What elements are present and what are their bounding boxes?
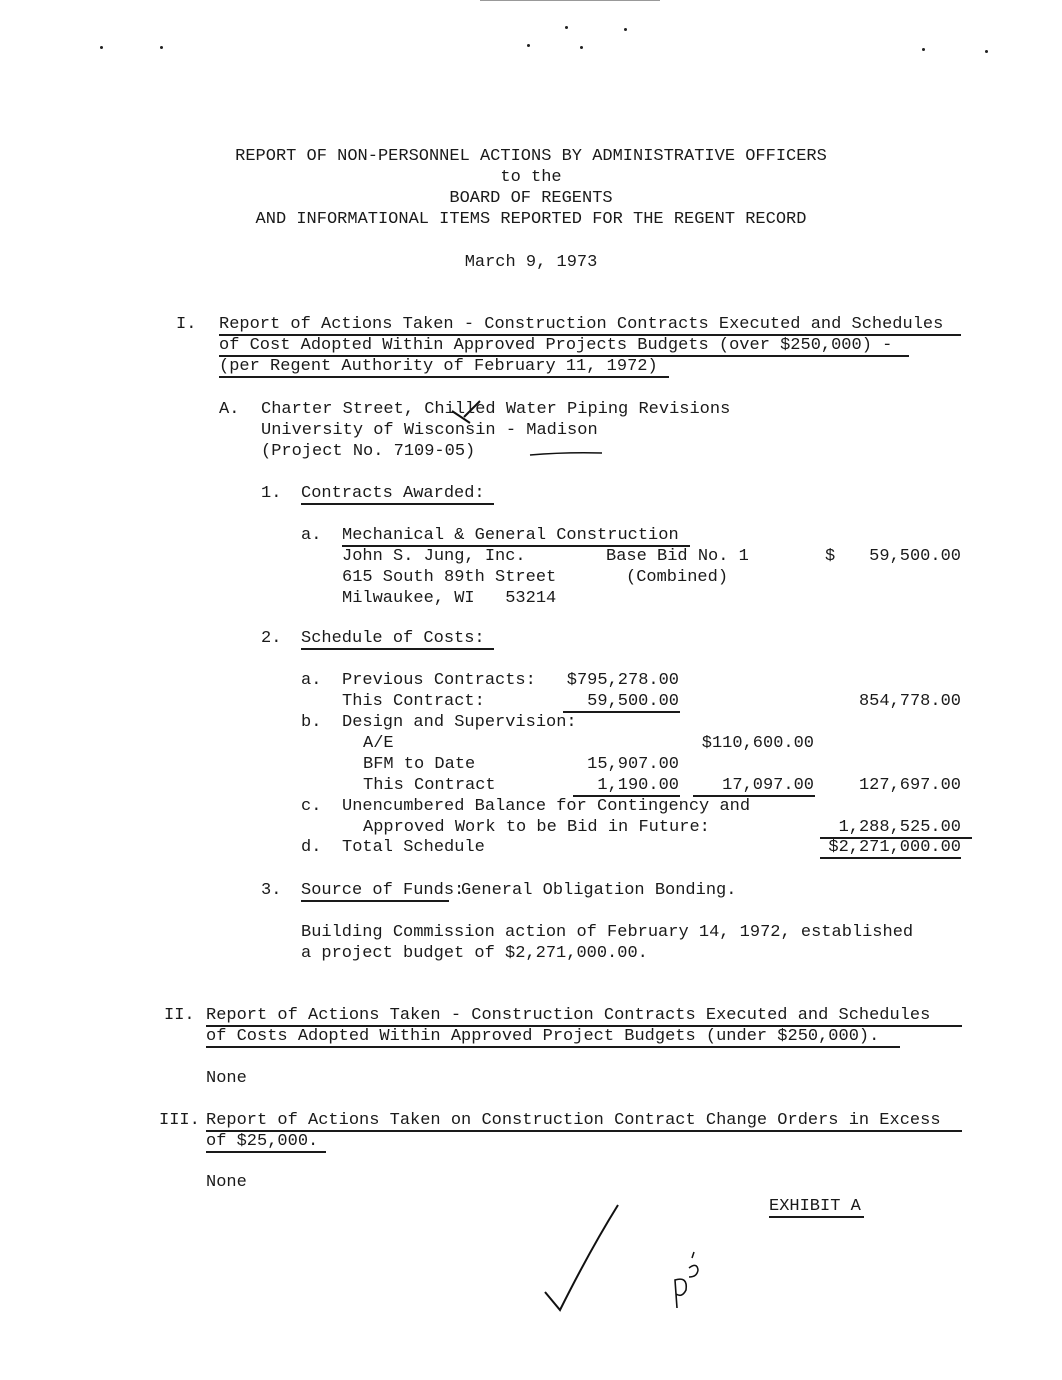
section-2-numeral: II. [164,1006,195,1025]
report-title-board: BOARD OF REGENTS [449,189,613,208]
report-date: March 9, 1973 [464,253,598,272]
funds-text: General Obligation Bonding. [461,881,737,900]
schedule-heading: Schedule of Costs: [301,629,485,648]
section-1-heading-line3: (per Regent Authority of February 11, 1972) [219,357,658,376]
section-3-body: None [206,1173,247,1192]
exhibit-label: EXHIBIT A [769,1197,861,1216]
design-sum: 17,097.00 [722,776,814,795]
bid-line1: Base Bid No. 1 [606,547,749,566]
section-1-heading-line2: of Cost Adopted Within Approved Projects Budgets (over $250,000) - [219,336,893,355]
contracts-a-heading: Mechanical & General Construction [342,526,679,545]
contractor-city: Milwaukee, WI 53214 [342,589,557,608]
schedule-b-letter: b. [301,713,322,732]
subtotal-b: 127,697.00 [858,776,961,795]
ae-label: A/E [363,734,394,753]
contractor-street: 615 South 89th Street [342,568,557,587]
total-schedule-value: $2,271,000.00 [828,838,961,857]
ae-value: $110,600.00 [701,734,814,753]
report-title-to: to the [500,168,562,187]
design-supervision-label: Design and Supervision: [342,713,577,732]
contracts-heading: Contracts Awarded: [301,484,485,503]
contracts-number: 1. [261,484,282,503]
bfm-value: 15,907.00 [587,755,679,774]
this-contract-label: This Contract: [342,692,485,711]
contractor-name: John S. Jung, Inc. [342,547,526,566]
project-letter: A. [219,400,240,419]
schedule-a-letter: a. [301,671,322,690]
unencumbered-value: 1,288,525.00 [838,818,961,837]
section-2-heading-line1: Report of Actions Taken - Construction Contracts Executed and Schedules [206,1006,931,1025]
contract-amount: 59,500.00 [869,547,961,566]
report-title-informational: AND INFORMATIONAL ITEMS REPORTED FOR THE REGENT RECORD [255,210,807,229]
report-title: REPORT OF NON-PERSONNEL ACTIONS BY ADMINISTRATIVE OFFICERS [235,147,827,166]
handwritten-strike-mark [452,401,480,423]
handwritten-initials-graphic [675,1252,698,1308]
subtotal-a: 854,778.00 [858,692,961,711]
section-3-heading-line2: of $25,000. [206,1132,319,1151]
section-1-heading-line1: Report of Actions Taken - Construction Contracts Executed and Schedules [219,315,944,334]
section-3-numeral: III. [159,1111,200,1130]
previous-contracts-label: Previous Contracts: [342,671,536,690]
contracts-a-letter: a. [301,526,322,545]
funds-number: 3. [261,881,282,900]
this-contract-2-label: This Contract [363,776,496,795]
section-2-heading-line2: of Costs Adopted Within Approved Project Budgets (under $250,000). [206,1027,880,1046]
project-number: (Project No. 7109-05) [261,442,476,461]
bfm-label: BFM to Date [363,755,476,774]
unencumbered-line2: Approved Work to be Bid in Future: [363,818,710,837]
funds-heading: Source of Funds: [301,881,465,900]
this-contract-2-value: 1,190.00 [597,776,679,795]
section-2-body: None [206,1069,247,1088]
schedule-c-letter: c. [301,797,322,816]
previous-contracts-value: $795,278.00 [566,671,679,690]
unencumbered-line1: Unencumbered Balance for Contingency and [342,797,751,816]
this-contract-value: 59,500.00 [587,692,679,711]
schedule-d-letter: d. [301,838,322,857]
project-title: Charter Street, Chilled Water Piping Revisions [261,400,731,419]
section-3-heading-line1: Report of Actions Taken on Construction Contract Change Orders in Excess [206,1111,941,1130]
funds-note-line1: Building Commission action of February 14, 1972, established [301,923,914,942]
bid-line2: (Combined) [626,568,729,587]
project-campus: University of Wisconsin - Madison [261,421,598,440]
handwritten-checkmark [545,1205,618,1310]
total-schedule-label: Total Schedule [342,838,485,857]
handwritten-underline [530,453,602,455]
schedule-number: 2. [261,629,282,648]
section-1-numeral: I. [176,315,197,334]
funds-note-line2: a project budget of $2,271,000.00. [301,944,648,963]
contract-currency: $ [825,547,836,566]
